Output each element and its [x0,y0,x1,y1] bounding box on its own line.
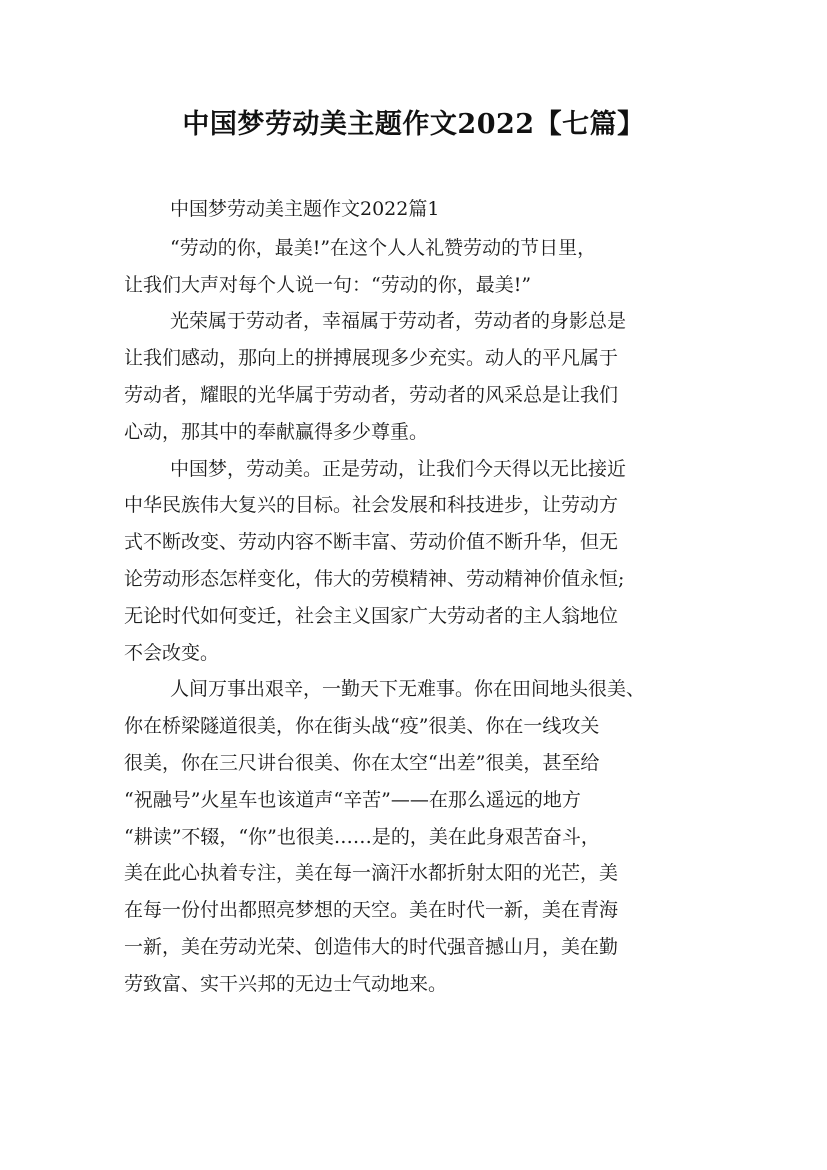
paragraph-line: 心动，那其中的奉献赢得多少尊重。 [124,420,429,443]
paragraph-line: 很美，你在三尺讲台很美、你在太空“出差”很美，甚至给 [124,751,600,774]
paragraph-line: 论劳动形态怎样变化，伟大的劳模精神、劳动精神价值永恒; [124,567,625,590]
paragraph-line: 人间万事出艰辛，一勤天下无难事。你在田间地头很美、 [170,678,646,701]
paragraph-line: 光荣属于劳动者，幸福属于劳动者，劳动者的身影总是 [170,310,627,333]
paragraph-line: 劳动者，耀眼的光华属于劳动者，劳动者的风采总是让我们 [124,383,619,406]
paragraph-line: 在每一份付出都照亮梦想的天空。美在时代一新，美在青海 [124,899,619,922]
paragraph-line: 你在桥梁隧道很美，你在街头战“疫”很美、你在一线攻关 [124,715,600,738]
paragraph-line: 美在此心执着专注，美在每一滴汗水都折射太阳的光芒，美 [124,862,619,885]
paragraph [124,671,720,1002]
paragraph-line: 让我们感动，那向上的拼搏展现多少充实。动人的平凡属于 [124,347,619,370]
paragraph [124,303,720,450]
document-body [124,191,720,1003]
paragraph-line: “劳动的你，最美!”在这个人人礼赞劳动的节日里， [170,236,597,259]
paragraph-line: 中国梦，劳动美。正是劳动，让我们今天得以无比接近 [170,457,627,480]
paragraph-line: 式不断改变、劳动内容不断丰富、劳动价值不断升华，但无 [124,531,619,554]
document-title: 中国梦劳动美主题作文2022【七篇】 [182,109,645,140]
section-subheading: 中国梦劳动美主题作文2022篇1 [170,198,440,220]
paragraph [124,230,720,304]
paragraph-line: 中华民族伟大复兴的目标。社会发展和科技进步，让劳动方 [124,494,619,517]
paragraph-line: 让我们大声对每个人说一句：“劳动的你，最美!” [124,273,532,296]
paragraph-line: 无论时代如何变迁，社会主义国家广大劳动者的主人翁地位 [124,604,619,627]
paragraph [124,451,720,672]
paragraph-line: “耕读”不辍，“你”也很美……是的，美在此身艰苦奋斗， [124,825,600,848]
paragraph-line: 劳致富、实干兴邦的无边士气动地来。 [124,972,448,995]
paragraph-line: 一新，美在劳动光荣、创造伟大的时代强音撼山月，美在勤 [124,935,619,958]
paragraph-line: “祝融号”火星车也该道声“辛苦”——在那么遥远的地方 [124,788,581,811]
paragraph-line: 不会改变。 [124,641,220,664]
